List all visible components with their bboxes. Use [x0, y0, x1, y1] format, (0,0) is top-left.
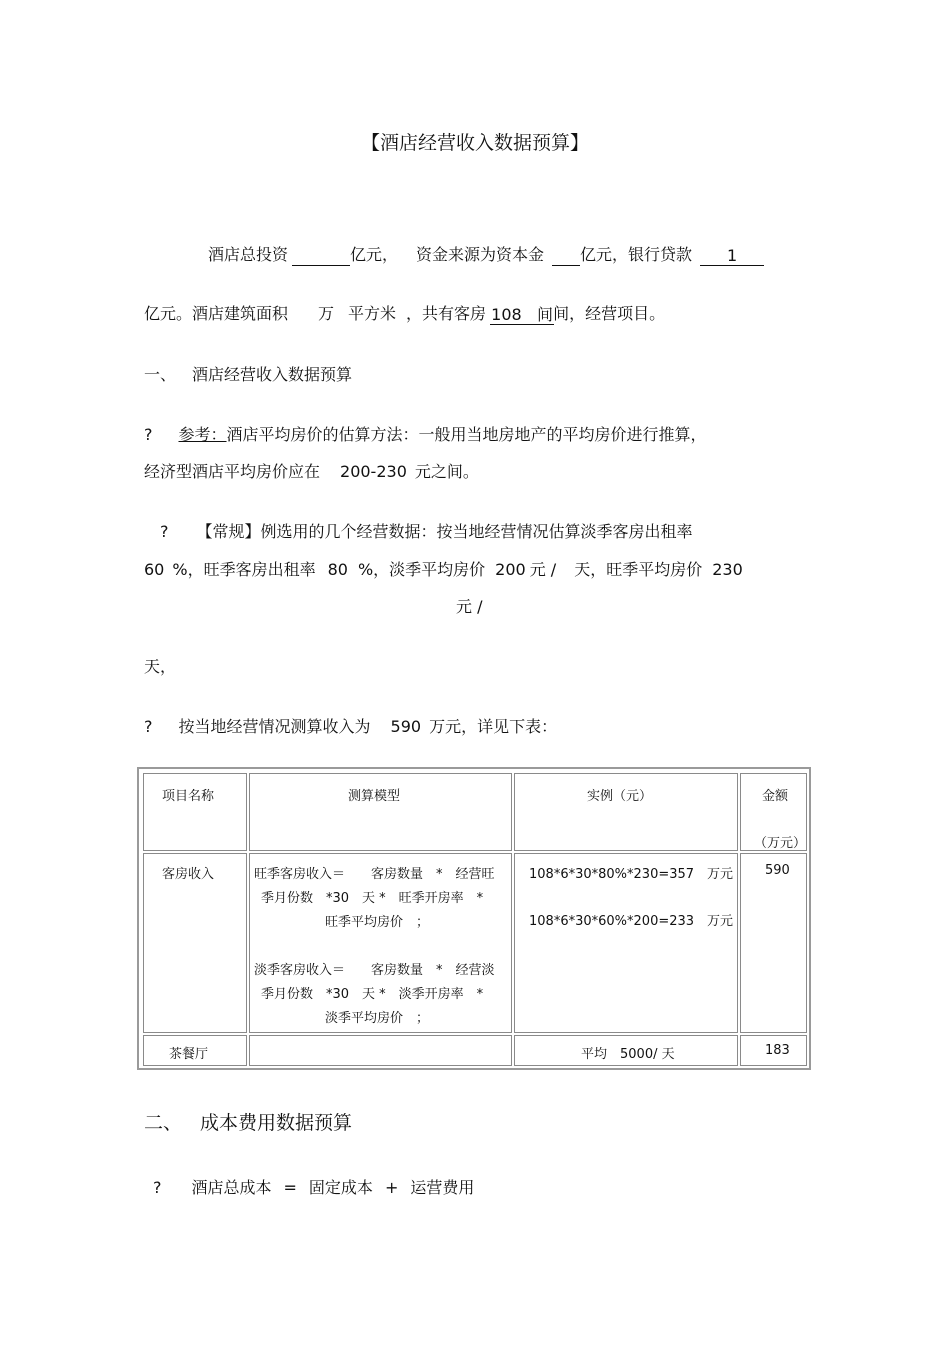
- capital-label: 资金来源为资本金: [416, 245, 545, 264]
- row1-model-line: 淡季客房收入＝ 客房数量 * 经营淡: [254, 963, 495, 978]
- section-1-heading: [144, 364, 352, 386]
- row1-model-line: 季月份数 *30 天 * 旺季开房率 *: [261, 891, 484, 906]
- header-example-cell: [514, 773, 738, 851]
- estimate-line: ? 按当地经营情况测算收入为 590 万元，详见下表：: [144, 717, 558, 736]
- reference-label: 参考：: [178, 425, 227, 444]
- normal-line-1: ? 【常规】例选用的几个经营数据：按当地经营情况估算淡季客房出租率: [160, 522, 693, 541]
- row1-name: 客房收入: [162, 867, 215, 882]
- row1-example-peak: 108*6*30*80%*230=357 万元: [529, 867, 734, 882]
- row2-example: 平均 5000/ 天: [581, 1047, 675, 1062]
- loan-label: 亿元，银行贷款: [580, 245, 693, 264]
- row2-model-cell: [249, 1035, 512, 1066]
- normal-line-4: 天，: [144, 657, 177, 676]
- header-name-cell: [143, 773, 247, 851]
- rooms-label: ，共有客房: [406, 304, 487, 323]
- cost-formula: ? 酒店总成本 = 固定成本 + 运营费用: [153, 1178, 475, 1197]
- bullet: ?: [160, 522, 169, 541]
- normal-line-2: 60 %，旺季客房出租率 80 %，淡季平均房价 200 元 / 天，旺季平均房价 230: [144, 560, 743, 579]
- header-amount-cell: [740, 773, 807, 851]
- estimate-value: 590: [390, 717, 422, 736]
- row1-amount-cell: [740, 853, 807, 1033]
- reference-line-1: [144, 424, 707, 446]
- row1-model-line: 淡季平均房价 ；: [325, 1011, 430, 1026]
- revenue-table: [137, 767, 811, 1070]
- section-2-number: 二、: [144, 1112, 183, 1134]
- loan-value: 1: [700, 245, 764, 266]
- header-model: 测算模型: [348, 789, 401, 804]
- section-1-title: 酒店经营收入数据预算: [192, 365, 353, 384]
- section-2-heading: [144, 1108, 352, 1135]
- reference-text: 酒店平均房价的估算方法：一般用当地房地产的平均房价进行推算，: [226, 425, 707, 444]
- row1-model-cell: [249, 853, 512, 1033]
- intro-line-1: [208, 244, 764, 266]
- row2-amount: 183: [765, 1043, 790, 1058]
- section-2-title: 成本费用数据预算: [200, 1112, 353, 1134]
- bullet: ?: [153, 1178, 162, 1197]
- row1-amount: 590: [765, 863, 790, 878]
- row2-name-cell: [143, 1035, 247, 1066]
- bullet: ?: [144, 425, 153, 444]
- row1-model-line: 季月份数 *30 天 * 淡季开房率 *: [261, 987, 484, 1002]
- row2-example-cell: [514, 1035, 738, 1066]
- row1-name-cell: [143, 853, 247, 1033]
- section-1-number: 一、: [144, 365, 177, 384]
- normal-line-3: 元 /: [456, 597, 483, 616]
- total-investment-label: 酒店总投资: [208, 245, 289, 264]
- bullet: ?: [144, 717, 153, 736]
- area-unit-sqm: 平方米: [348, 304, 397, 323]
- row1-example-off: 108*6*30*60%*200=233 万元: [529, 914, 734, 929]
- intro-line-2: [144, 303, 665, 325]
- header-name: 项目名称: [162, 789, 215, 804]
- area-label: 亿元。酒店建筑面积: [144, 304, 289, 323]
- row1-model-line: 旺季平均房价 ；: [325, 915, 430, 930]
- header-example: 实例（元）: [587, 789, 653, 804]
- area-unit-wan: 万: [318, 304, 335, 323]
- header-model-cell: [249, 773, 512, 851]
- row2-amount-cell: [740, 1035, 807, 1066]
- row1-example-cell: [514, 853, 738, 1033]
- unit-yi-1: 亿元，: [350, 245, 399, 264]
- page-title: 【酒店经营收入数据预算】: [360, 132, 589, 154]
- header-amount: 金额: [762, 789, 789, 804]
- header-amount-unit: （万元）: [754, 836, 807, 851]
- rooms-tail: 间，经营项目。: [553, 304, 666, 323]
- rooms-value: 108 间: [491, 305, 553, 324]
- price-range: 200-230: [340, 462, 407, 481]
- total-investment-blank: [292, 245, 350, 266]
- reference-line-2: 经济型酒店平均房价应在 200-230 元之间。: [144, 462, 479, 481]
- row2-name: 茶餐厅: [169, 1047, 209, 1062]
- capital-blank: [552, 245, 580, 266]
- row1-model-line: 旺季客房收入＝ 客房数量 * 经营旺: [254, 867, 495, 882]
